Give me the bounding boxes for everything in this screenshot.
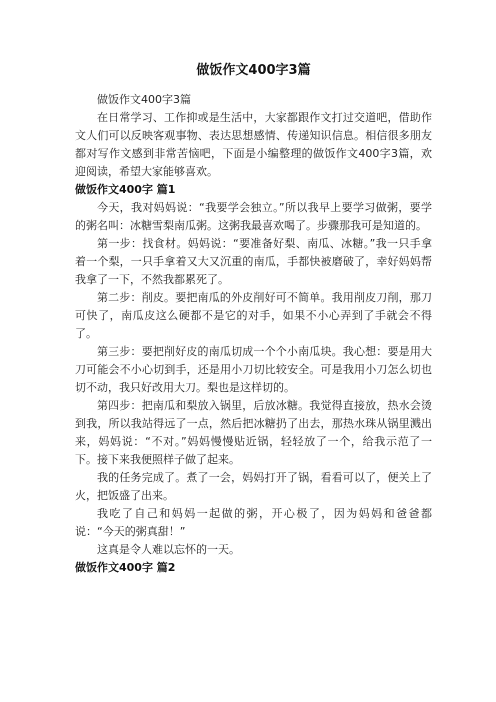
section1-paragraph-7: 我吃了自己和妈妈一起做的粥，开心极了，因为妈妈和爸爸都说：“今天的粥真甜！” — [75, 507, 432, 538]
section1-paragraph-5: 第四步：把南瓜和梨放入锅里，后放冰糖。我觉得直接放，热水会烫到我，所以我站得远了一点，然后把冰糖扔了出去，那热水珠从锅里溅出来，妈妈说：“不对。”妈妈慢慢贴近锅，轻轻放了一个，给我示范了一下。接下来我便照样子做了起来。 — [75, 399, 432, 466]
section1-paragraph-8: 这真是令人难以忘怀的一天。 — [97, 543, 240, 556]
intro-paragraph: 在日常学习、工作抑或是生活中，大家都跟作文打过交道吧，借助作文人们可以反映客观事物、表达思想感情、传递知识信息。相信很多朋友都对写作文感到非常苦恼吧，下面是小编整理的做饭作文400字3篇，欢迎阅读，希望大家能够喜欢。 — [75, 111, 432, 178]
section-heading-2: 做饭作文400字 篇2 — [75, 561, 176, 574]
intro-subtitle: 做饭作文400字3篇 — [97, 93, 191, 106]
section1-paragraph-3: 第二步：削皮。要把南瓜的外皮削好可不简单。我用削皮刀削，那刀可快了，南瓜皮这么硬都不是它的对手，如果不小心弄到了手就会不得了。 — [75, 291, 432, 340]
section-heading-1: 做饭作文400字 篇1 — [75, 183, 176, 196]
section1-paragraph-4: 第三步：要把削好皮的南瓜切成一个个小南瓜块。我心想：要是用大刀可能会不小心切到手，还是用小刀切比较安全。可是我用小刀怎么切也切不动，我只好改用大刀。梨也是这样切的。 — [75, 345, 432, 394]
document-title: 做饭作文400字3篇 — [196, 63, 311, 78]
section1-paragraph-1: 今天，我对妈妈说：“我要学会独立。”所以我早上要学习做粥，要学的粥名叫：冰糖雪梨南瓜粥。这粥我最喜欢喝了。步骤那我可是知道的。 — [75, 201, 432, 232]
section1-paragraph-2: 第一步：找食材。妈妈说：“要准备好梨、南瓜、冰糖。”我一只手拿着一个梨，一只手拿着又大又沉重的南瓜，手都快被磨破了，幸好妈妈帮我拿了一下，不然我都累死了。 — [75, 237, 432, 286]
section1-paragraph-6: 我的任务完成了。煮了一会，妈妈打开了锅，看看可以了，便关上了火，把饭盛了出来。 — [75, 471, 432, 502]
